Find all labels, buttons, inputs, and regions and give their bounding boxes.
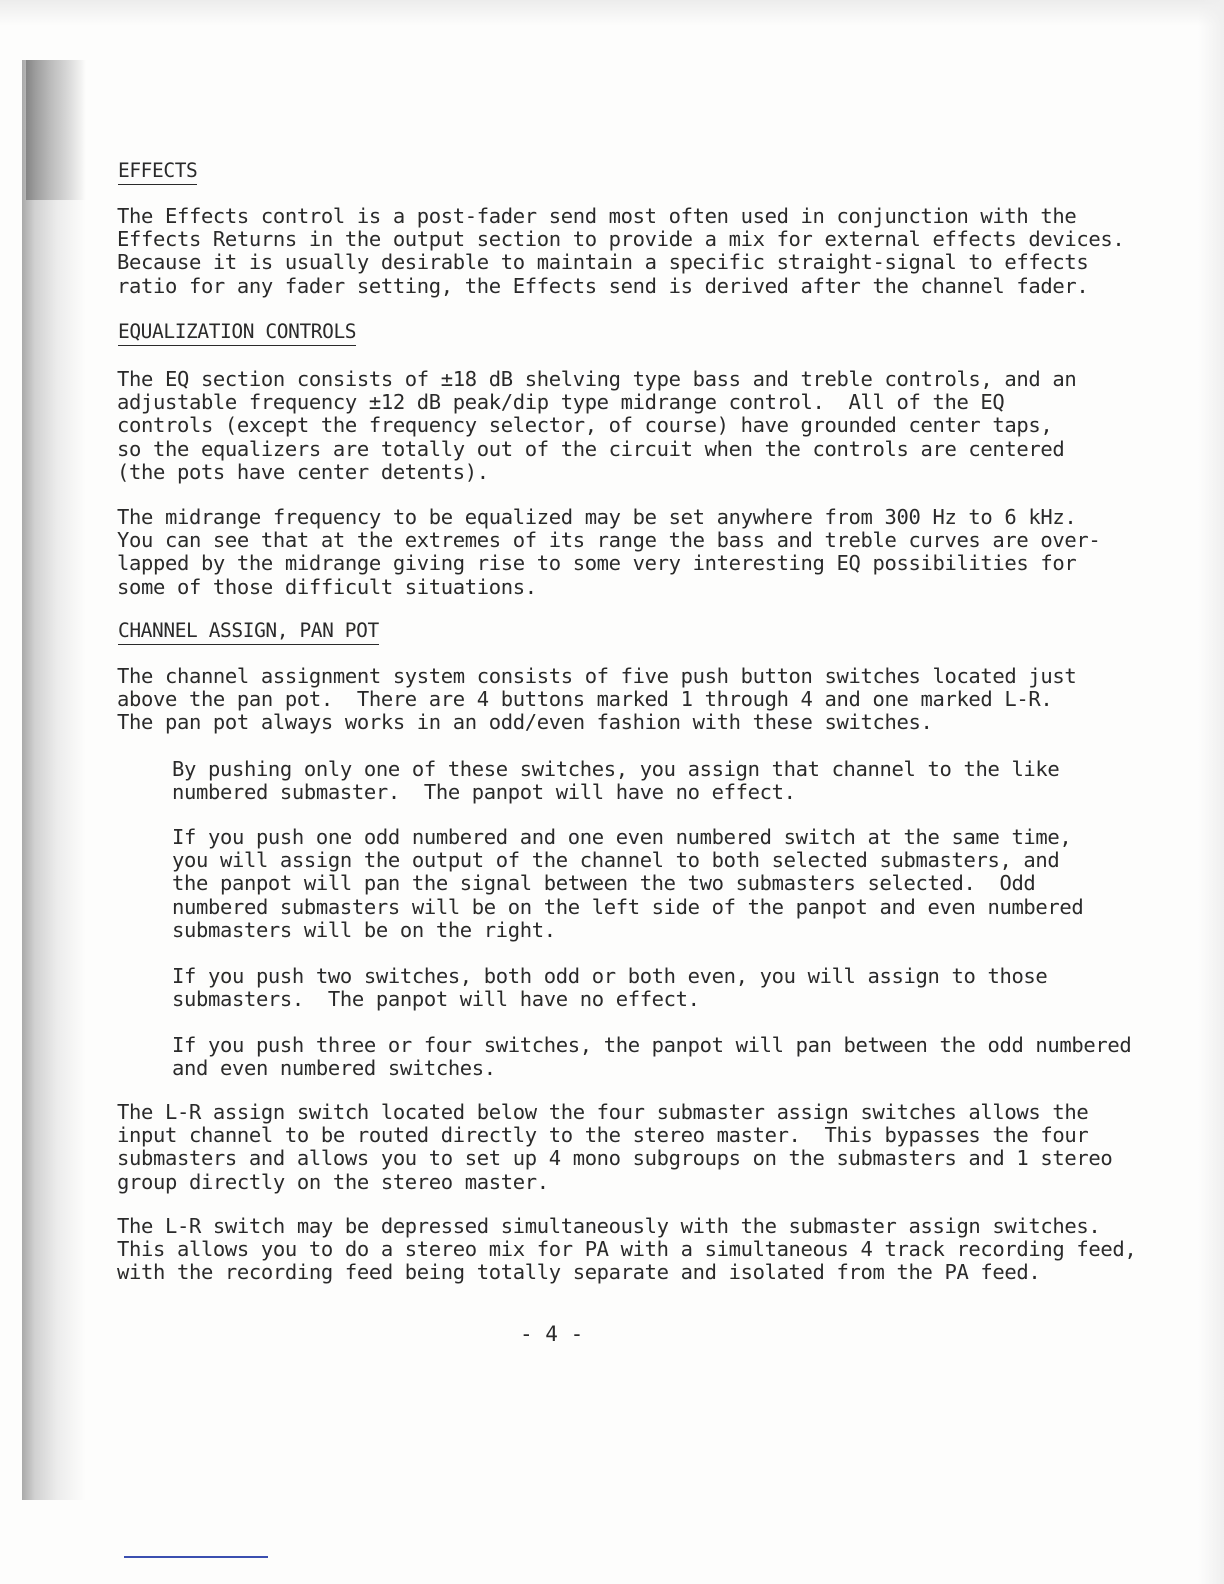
- text-line: numbered submasters will be on the left side of the panpot and even numbered: [172, 894, 1084, 919]
- text-line: The L-R assign switch located below the four submaster assign switches allows the: [117, 1100, 1089, 1124]
- text-line: The channel assignment system consists of five push button switches located just: [117, 664, 1077, 688]
- scan-binding-shadow-top: [26, 60, 86, 200]
- text-line: group directly on the stereo master.: [117, 1169, 549, 1194]
- text-line: If you push one odd numbered and one even numbered switch at the same time,: [172, 825, 1072, 849]
- footer-rule: [124, 1556, 268, 1558]
- text-line: lapped by the midrange giving rise to some very interesting EQ possibilities for: [117, 551, 1077, 576]
- text-line: submasters. The panpot will have no effect.: [172, 987, 700, 1012]
- text-line: (the pots have center detents).: [117, 459, 489, 484]
- text-line: numbered submaster. The panpot will have no effect.: [172, 780, 796, 805]
- text-line: The Effects control is a post-fader send most often used in conjunction with the: [117, 204, 1077, 228]
- text-line: This allows you to do a stereo mix for PA with a simultaneous 4 track recording feed,: [117, 1237, 1137, 1262]
- section-heading: CHANNEL ASSIGN, PAN POT: [118, 620, 379, 645]
- section-heading: EQUALIZATION CONTROLS: [118, 321, 356, 346]
- text-line: The L-R switch may be depressed simultaneously with the submaster assign switches.: [117, 1214, 1101, 1238]
- text-line: input channel to be routed directly to the stereo master. This bypasses the four: [117, 1123, 1089, 1148]
- text-line: submasters will be on the right.: [172, 917, 556, 942]
- text-line: adjustable frequency ±12 dB peak/dip type midrange control. All of the EQ: [117, 390, 1005, 415]
- text-line: above the pan pot. There are 4 buttons marked 1 through 4 and one marked L-R.: [117, 687, 1053, 712]
- text-line: By pushing only one of these switches, you assign that channel to the like: [172, 757, 1060, 781]
- text-line: Effects Returns in the output section to provide a mix for external effects devices.: [117, 227, 1125, 252]
- scan-right-edge: [1198, 0, 1224, 1584]
- text-line: controls (except the frequency selector, of course) have grounded center taps,: [117, 413, 1053, 438]
- section-heading: EFFECTS: [118, 160, 197, 185]
- page-number: - 4 -: [520, 1322, 584, 1346]
- text-line: some of those difficult situations.: [117, 574, 537, 599]
- text-line: ratio for any fader setting, the Effects send is derived after the channel fader.: [117, 273, 1089, 298]
- text-line: and even numbered switches.: [172, 1056, 496, 1081]
- text-line: Because it is usually desirable to maintain a specific straight-signal to effects: [117, 250, 1089, 275]
- text-line: If you push three or four switches, the panpot will pan between the odd numbered: [172, 1033, 1132, 1057]
- text-line: The EQ section consists of ±18 dB shelving type bass and treble controls, and an: [117, 367, 1077, 391]
- text-line: The midrange frequency to be equalized may be set anywhere from 300 Hz to 6 kHz.: [117, 505, 1077, 529]
- text-line: the panpot will pan the signal between the two submasters selected. Odd: [172, 871, 1036, 896]
- text-line: with the recording feed being totally separate and isolated from the PA feed.: [117, 1260, 1041, 1285]
- scan-binding-shadow: [22, 60, 86, 1500]
- text-line: so the equalizers are totally out of the circuit when the controls are centered: [117, 436, 1065, 461]
- text-line: If you push two switches, both odd or both even, you will assign to those: [172, 964, 1048, 988]
- text-line: submasters and allows you to set up 4 mono subgroups on the submasters and 1 stereo: [117, 1146, 1113, 1171]
- text-line: You can see that at the extremes of its range the bass and treble curves are over-: [117, 528, 1101, 553]
- text-line: The pan pot always works in an odd/even fashion with these switches.: [117, 710, 933, 735]
- text-line: you will assign the output of the channel to both selected submasters, and: [172, 848, 1060, 873]
- scan-top-edge: [0, 0, 1224, 26]
